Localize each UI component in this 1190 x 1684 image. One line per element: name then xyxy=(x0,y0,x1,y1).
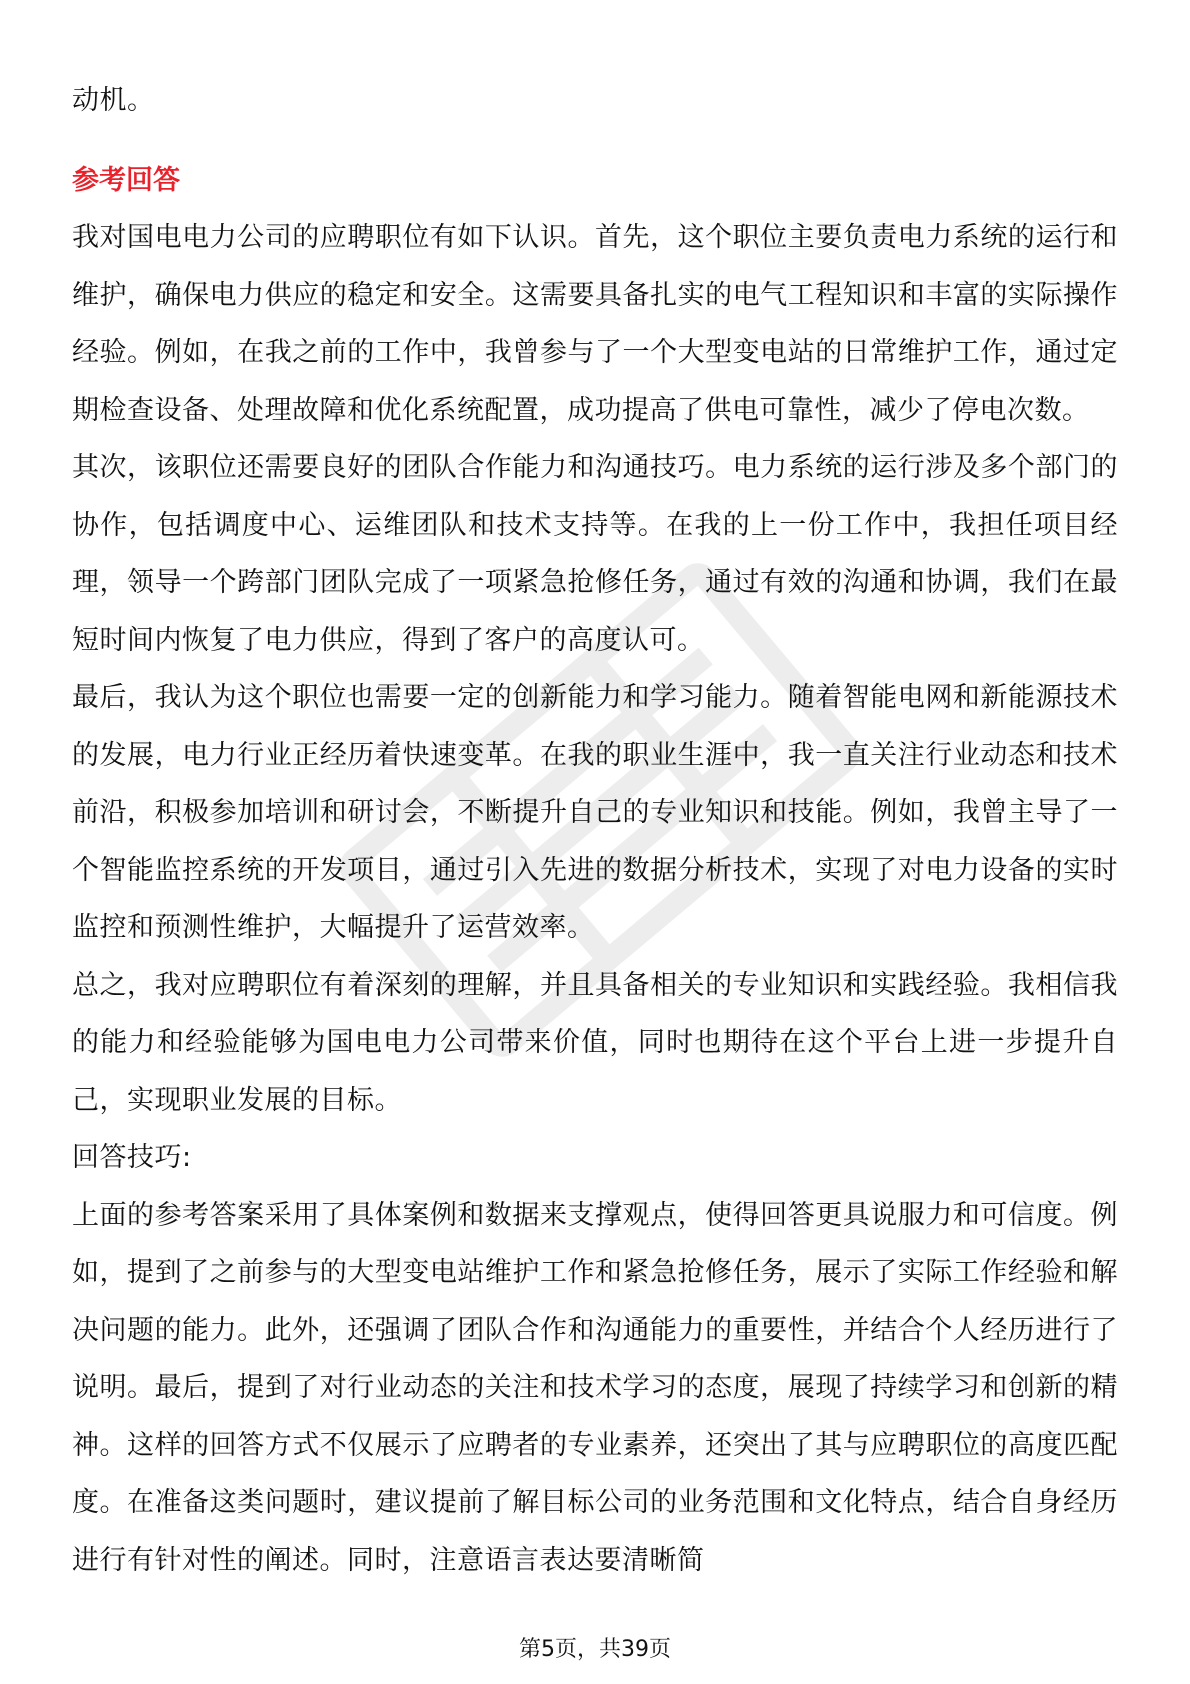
reference-answer-heading: 参考回答 xyxy=(72,164,180,196)
continuation-text: 动机。 xyxy=(72,85,155,116)
answer-paragraph-1: 我对国电电力公司的应聘职位有如下认识。首先，这个职位主要负责电力系统的运行和维护，确保电力供应的稳定和安全。这需要具备扎实的电气工程知识和丰富的实际操作经验。例如，在我之前的工作中，我曾参与了一个大型变电站的日常维护工作，通过定期检查设备、处理故障和优化系统配置，成功提高了供电可靠性，减少了停电次数。 xyxy=(72,222,1118,426)
answer-paragraph-4: 总之，我对应聘职位有着深刻的理解，并且具备相关的专业知识和实践经验。我相信我的能力和经验能够为国电电力公司带来价值，同时也期待在这个平台上进一步提升自己，实现职业发展的目标。 xyxy=(72,969,1118,1116)
answer-paragraph-2: 其次，该职位还需要良好的团队合作能力和沟通技巧。电力系统的运行涉及多个部门的协作，包括调度中心、运维团队和技术支持等。在我的上一份工作中，我担任项目经理，领导一个跨部门团队完成了一项紧急抢修任务，通过有效的沟通和协调，我们在最短时间内恢复了电力供应，得到了客户的高度认可。 xyxy=(72,452,1118,656)
tips-paragraph: 上面的参考答案采用了具体案例和数据来支撑观点，使得回答更具说服力和可信度。例如，提到了之前参与的大型变电站维护工作和紧急抢修任务，展示了实际工作经验和解决问题的能力。此外，还强调了团队合作和沟通能力的重要性，并结合个人经历进行了说明。最后，提到了对行业动态的关注和技术学习的态度，展现了持续学习和创新的精神。这样的回答方式不仅展示了应聘者的专业素养，还突出了其与应聘职位的高度匹配度。在准备这类问题时，建议提前了解目标公司的业务范围和文化特点，结合自身经历进行有针对性的阐述。同时，注意语言表达要清晰简 xyxy=(72,1199,1118,1576)
answer-paragraph-3: 最后，我认为这个职位也需要一定的创新能力和学习能力。随着智能电网和新能源技术的发展，电力行业正经历着快速变革。在我的职业生涯中，我一直关注行业动态和技术前沿，积极参加培训和研讨会，不断提升自己的专业知识和技能。例如，我曾主导了一个智能监控系统的开发项目，通过引入先进的数据分析技术，实现了对电力设备的实时监控和预测性维护，大幅提升了运营效率。 xyxy=(72,682,1118,943)
document-body xyxy=(72,72,1118,1589)
tips-label: 回答技巧: xyxy=(72,1142,192,1173)
page-number: 第5页，共39页 xyxy=(519,1637,671,1662)
